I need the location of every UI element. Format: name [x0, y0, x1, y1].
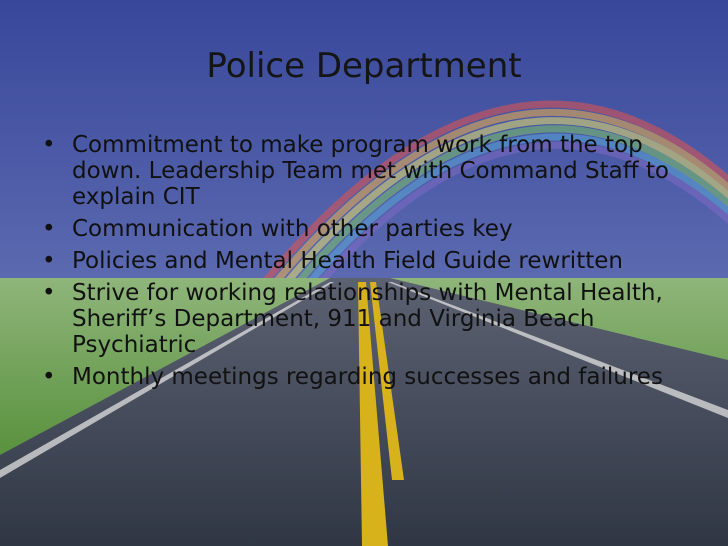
bullet-dot: • [42, 248, 56, 274]
bullet-text: Commitment to make program work from the top down. Leadership Team met with Command Staff to explain CIT [72, 132, 669, 210]
slide-title: Police Department [206, 46, 522, 86]
bullet-list [42, 132, 702, 396]
bullet-dot: • [42, 216, 56, 242]
bullet-item [42, 364, 702, 390]
bullet-text: Policies and Mental Health Field Guide rewritten [72, 248, 623, 274]
bullet-item [42, 216, 702, 242]
bullet-text: Communication with other parties key [72, 216, 513, 242]
bullet-dot: • [42, 280, 56, 306]
bullet-item [42, 248, 702, 274]
bullet-dot: • [42, 132, 56, 158]
bullet-dot: • [42, 364, 56, 390]
bullet-text: Strive for working relationships with Mental Health, Sheriff’s Department, 911 and Virginia Beach Psychiatric [72, 280, 663, 358]
bullet-item [42, 132, 702, 210]
bullet-text: Monthly meetings regarding successes and failures [72, 364, 663, 390]
bullet-item [42, 280, 702, 358]
